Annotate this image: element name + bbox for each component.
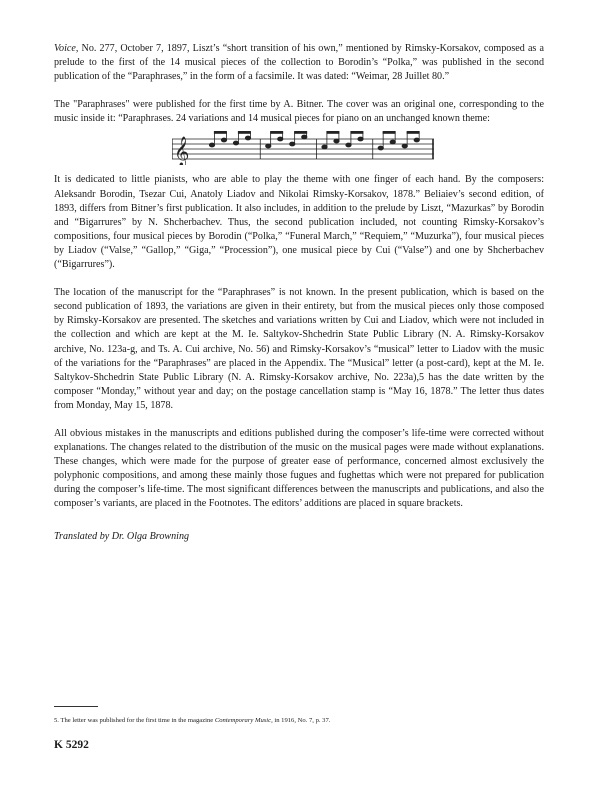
note-head	[278, 138, 283, 142]
note-head	[346, 144, 351, 148]
note-beam	[271, 132, 283, 134]
catalog-number: K 5292	[54, 739, 89, 751]
note-beam	[383, 132, 395, 134]
note-head	[334, 140, 339, 144]
footnote: 5. The letter was published for the first time in the magazine Contemporary Music, in 1916, No. 7, p. 37.	[54, 717, 331, 724]
note-head	[233, 142, 238, 146]
note-head	[402, 145, 407, 149]
translator-credit: Translated by Dr. Olga Browning	[54, 530, 190, 542]
music-example-theme	[172, 131, 434, 165]
paragraph-2-intro: The "Paraphrases" were published for the first time by A. Bitner. The cover was an original one, corresponding to the music inside it: “Paraphrases. 24 variations and 14 musical pieces for piano on an unchanged known theme:	[54, 99, 544, 125]
main-text	[54, 42, 544, 544]
measures	[209, 132, 419, 160]
paragraph-1-text: , No. 277, October 7, 1897, Liszt’s “short transition of his own,” mentioned by Rimsky-Korsakov, composed as a prelude to the first of the 14 musical pieces of the collection to Borodin’s “Polka,” was published in the second publication of the “Paraphrases,” in the form of a facsimile. It was dated: “Weimar, 28 Juillet 80.”	[54, 43, 544, 83]
paragraph-1	[54, 42, 544, 84]
note-head	[209, 144, 214, 148]
treble-clef-icon: 𝄞	[174, 137, 190, 166]
note-head	[378, 147, 383, 151]
note-head	[266, 145, 271, 149]
note-beam	[214, 132, 226, 134]
note-beam	[351, 132, 363, 134]
footnote-divider	[54, 706, 98, 707]
note-head	[221, 139, 226, 143]
note-head	[414, 139, 419, 143]
paragraph-4: All obvious mistakes in the manuscripts and editions published during the composer’s life-time were corrected without explanations. The changes related to the distribution of the music on the musical pages were made without explanations. These changes, which were made for the purpose of greater ease of performance, concerned almost exclusively the polyphonic compositions, and among these mainly those fugues and fughettas which were not prepared for publication during the composer’s life-time. The most significant differences between the manuscripts and publications, and also the composer’s variants, are placed in the Footnotes. The editors’ additions are placed in square brackets.	[54, 427, 544, 510]
note-beam	[238, 132, 250, 134]
note-head	[390, 141, 395, 145]
note-head	[245, 137, 250, 141]
note-beam	[407, 132, 419, 134]
note-head	[358, 138, 363, 142]
note-head	[302, 136, 307, 140]
magazine-title: Contemporary Music	[214, 717, 272, 724]
journal-title: Voice	[54, 43, 76, 54]
note-beam	[327, 132, 339, 134]
paragraph-2-continued: It is dedicated to little pianists, who are able to play the theme with one finger of each hand. By the composers: Aleksandr Borodin, Tsezar Cui, Anatoly Liadov and Nikolai Rimsky-Korsakov, 1878.” Beliaiev’s second edition, of 1893, differs from Bitner’s first publication. It also includes, in addition to the prelude by Liszt, “Mazurkas” by Borodin and “Bigarrures” by N. Shcherbachev. Thus, the second publication included, not counting Rimsky-Korsakov’s compositions, four musical pieces by Borodin (“Polka,” “Funeral March,” “Requiem,” “Muzurka”), four musical pieces by Liadov (“Valse,” “Gallop,” “Giga,” “Procession”), one musical piece by Cui (“Valse”) and one by Shcherbachev (“Bigarrures”).	[54, 174, 544, 271]
paragraph-3: The location of the manuscript for the “Paraphrases” is not known. In the present publication, which is based on the second publication of 1893, the variations are given in their entirety, but from the musical pieces only those composed by Rimsky-Korsakov are presented. The sketches and variations written by Cui and Liadov, which were not included in the collection and which are kept at the M. Ie. Saltykov-Shchedrin State Public Library (N. A. Rimsky-Korsakov archive, No. 123a-g, and Ts. A. Cui archive, No. 56) and Rimsky-Korsakov’s “musical” letter to Liadov with the music of the variations for the “Paraphrases” are placed in the Appendix. The “Musical” letter (a post-card), kept at the M. Ie. Saltykov-Shchedrin State Public Library (N. A. Rimsky-Korsakov archive, No. 223a),5 has the date written by the composer “Monday,” without year and day; on the postage cancellation stamp is “May 16, 1878.” The letter thus dates from Monday, May 15, 1878.	[54, 287, 544, 411]
note-beam	[295, 132, 307, 134]
note-head	[290, 143, 295, 147]
note-head	[322, 146, 327, 150]
